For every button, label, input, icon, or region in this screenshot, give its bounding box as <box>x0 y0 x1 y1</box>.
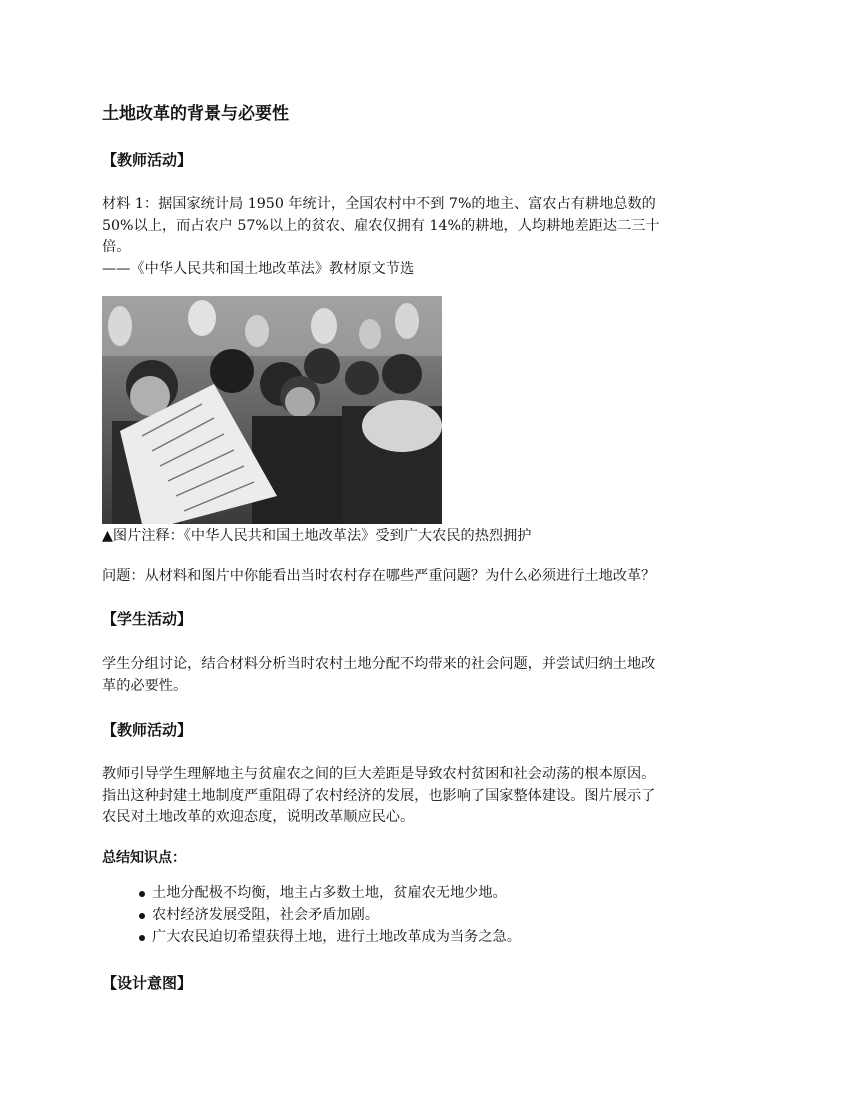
summary-item: 农村经济发展受阻，社会矛盾加剧。 <box>102 904 521 926</box>
summary-item: 广大农民迫切希望获得土地，进行土地改革成为当务之急。 <box>102 926 521 948</box>
teacher-line-3: 农民对土地改革的欢迎态度，说明改革顺应民心。 <box>102 809 415 825</box>
question-text: 问题：从材料和图片中你能看出当时农村存在哪些严重问题？为什么必须进行土地改革？ <box>102 568 656 584</box>
material-line-3: 倍。 <box>102 239 131 255</box>
material-source: ——《中华人民共和国土地改革法》教材原文节选 <box>102 260 415 277</box>
land-reform-photo <box>102 296 442 524</box>
student-line-1: 学生分组讨论，结合材料分析当时农村土地分配不均带来的社会问题，并尝试归纳土地改 <box>102 656 656 672</box>
summary-list <box>102 882 521 948</box>
page-title: 土地改革的背景与必要性 <box>102 104 289 124</box>
student-line-2: 革的必要性。 <box>102 677 188 694</box>
section-heading-design-intent: 【设计意图】 <box>102 974 193 992</box>
teacher-line-2: 指出这种封建土地制度严重阻碍了农村经济的发展，也影响了国家整体建设。图片展示了 <box>102 787 656 804</box>
material-line-1: 材料 1：据国家统计局 1950 年统计，全国农村中不到 7%的地主、富农占有耕地总数的 <box>102 196 656 212</box>
material-line-2: 50%以上，而占农户 57%以上的贫农、雇农仅拥有 14%的耕地，人均耕地差距达二三十 <box>102 217 660 234</box>
summary-heading: 总结知识点： <box>102 850 186 866</box>
summary-item: 土地分配极不均衡，地主占多数土地，贫雇农无地少地。 <box>102 882 521 904</box>
teacher-paragraph <box>102 764 762 829</box>
section-heading-teacher-activity-1: 【教师活动】 <box>102 151 193 169</box>
student-paragraph <box>102 654 762 697</box>
section-heading-teacher-activity-2: 【教师活动】 <box>102 721 193 739</box>
section-heading-student-activity: 【学生活动】 <box>102 610 193 628</box>
teacher-line-1: 教师引导学生理解地主与贫雇农之间的巨大差距是导致农村贫困和社会动荡的根本原因。 <box>102 766 656 782</box>
figure-caption: ▲图片注释：《中华人民共和国土地改革法》受到广大农民的热烈拥护 <box>102 528 532 544</box>
material-paragraph <box>102 194 762 280</box>
